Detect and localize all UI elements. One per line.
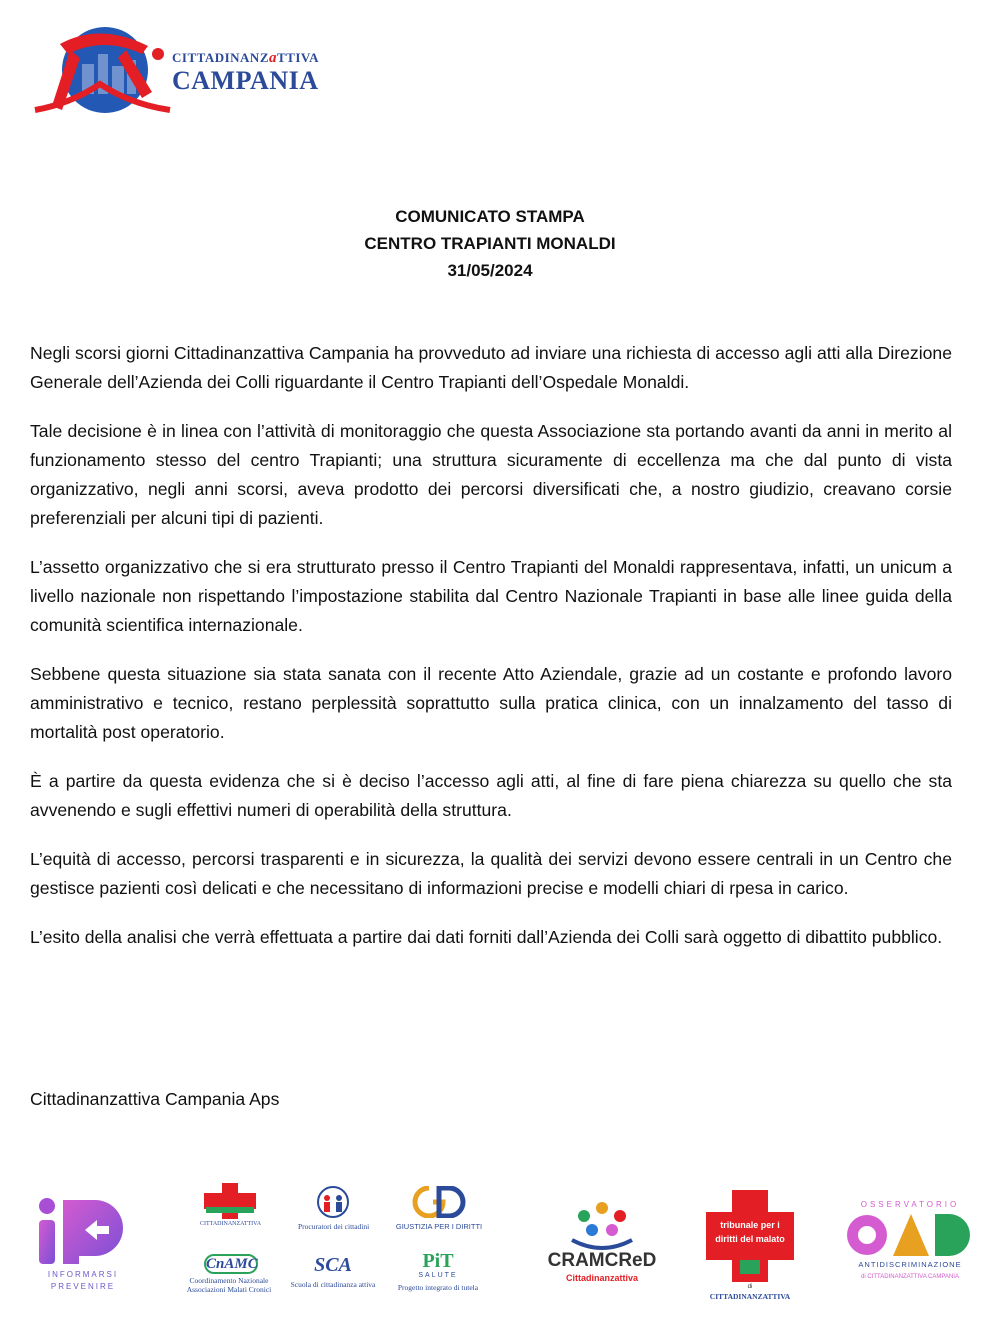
tdm-small-caption: CITTADINANZATTIVA: [200, 1221, 262, 1227]
document-title: COMUNICATO STAMPA: [395, 207, 585, 226]
cramcred-sub: Cittadinanzattiva: [565, 1273, 638, 1283]
press-release-body: [30, 339, 952, 972]
paragraph: Sebbene questa situazione sia stata sanata con il recente Atto Aziendale, grazie ad un costante e profondo lavoro amministrativo e tecnico, restano perplessità soprattutto sulla pratica clinica, con un innalzamento del tasso di mortalità post operatorio.: [30, 664, 952, 742]
oad-brand: di CITTADINANZATTIVA CAMPANIA: [861, 1274, 959, 1280]
people-icon: [313, 1186, 353, 1218]
cittadinanzattiva-campania-logo: [30, 24, 330, 124]
cramcred-title: CRAMCReD: [547, 1250, 657, 1271]
document-subtitle: CENTRO TRAPIANTI MONALDI: [364, 234, 616, 253]
oad-icon: [845, 1212, 975, 1258]
tdm-brand: CITTADINANZATTIVA: [709, 1292, 791, 1301]
giustizia-per-i-diritti-logo: [394, 1186, 484, 1236]
sca-logo: [283, 1254, 383, 1294]
procuratori-logo: [298, 1186, 368, 1236]
pit-caption: Progetto integrato di tutela: [397, 1283, 479, 1292]
tdm-line2: diritti del malato: [715, 1234, 785, 1244]
sca-logo-text: SCA: [314, 1254, 352, 1276]
paragraph: Negli scorsi giorni Cittadinanzattiva Campania ha provveduto ad inviare una richiesta di accesso agli atti alla Direzione Generale dell’Azienda dei Colli riguardante il Centro Trapianti dell’Ospedale Monaldi.: [30, 343, 952, 392]
document-date: 31/05/2024: [447, 261, 533, 280]
informarsi-prevenire-logo: [28, 1194, 138, 1294]
ip-icon: [33, 1194, 133, 1266]
pit-salute-logo: [393, 1250, 483, 1294]
title-block: [0, 203, 980, 284]
osservatorio-antidiscriminazione-logo: [842, 1200, 978, 1286]
tribunale-diritti-malato-logo: [700, 1190, 800, 1302]
tdm-line1: tribunale per i: [720, 1220, 780, 1230]
brand-main-text: CAMPANIA: [172, 66, 319, 95]
gpd-icon: [409, 1186, 469, 1218]
oad-sub: ANTIDISCRIMINAZIONE: [858, 1260, 962, 1269]
ip-caption-1: INFORMARSI: [47, 1270, 119, 1279]
paragraph: È a partire da questa evidenza che si è deciso l’accesso agli atti, al fine di fare piena chiarezza su quello che sta avvenendo e sugli effettivi numeri di operabilità della struttura.: [30, 771, 952, 820]
oad-top: OSSERVATORIO: [860, 1200, 960, 1209]
procuratori-caption: Procuratori dei cittadini: [298, 1222, 370, 1231]
paragraph: L’equità di accesso, percorsi trasparenti e in sicurezza, la qualità dei servizi devono essere centrali in un Centro che gestisce pazienti così delicati e che necessitano di informazioni precise e modelli chiari di rpesa in carico.: [30, 849, 952, 898]
ip-caption-2: PREVENIRE: [50, 1282, 116, 1291]
paragraph: Tale decisione è in linea con l’attività di monitoraggio che questa Associazione sta portando avanti da anni in merito al funzionamento stesso del centro Trapianti; una struttura sicuramente di eccellenza ma che dal punto di vista organizzativo, negli anni scorsi, aveva prodotto dei percorsi diversificati che, a nostro giudizio, creavano corsie preferenziali per alcuni tipi di pazienti.: [30, 421, 952, 528]
brand-top-text: CITTADINANZaTTIVA: [172, 50, 320, 66]
cnamc-caption-1: Coordinamento Nazionale: [189, 1276, 269, 1285]
cnamc-logo-text: CnAMC: [206, 1256, 258, 1272]
gpd-caption: GIUSTIZIA PER I DIRITTI: [395, 1222, 483, 1231]
running-figure-icon: [30, 24, 180, 124]
sca-caption: Scuola di cittadinanza attiva: [290, 1280, 376, 1289]
cramcred-logo: [536, 1200, 668, 1290]
tdm-small-logo: [200, 1183, 260, 1233]
footer-logos: [0, 1180, 1000, 1310]
pit-logo-text: PiT: [422, 1250, 454, 1272]
pit-sub: SALUTE: [418, 1272, 458, 1279]
cnamc-caption-2: Associazioni Malati Cronici: [186, 1285, 272, 1294]
paragraph: L’assetto organizzativo che si era strutturato presso il Centro Trapianti del Monaldi rappresentava, infatti, un unicum a livello nazionale non rispettando l’impostazione stabilita dal Centro Nazionale Trapianti in base alle linee guida della comunità scientifica internazionale.: [30, 557, 952, 635]
people-circle-icon: [562, 1200, 642, 1252]
paragraph: L’esito della analisi che verrà effettuata a partire dai dati forniti dall’Azienda dei Colli sarà oggetto di dibattito pubblico.: [30, 927, 943, 947]
cnamc-logo: [184, 1254, 274, 1294]
signature: Cittadinanzattiva Campania Aps: [30, 1089, 280, 1109]
tdm-di: di: [747, 1284, 753, 1290]
red-cross-icon: [200, 1183, 260, 1219]
